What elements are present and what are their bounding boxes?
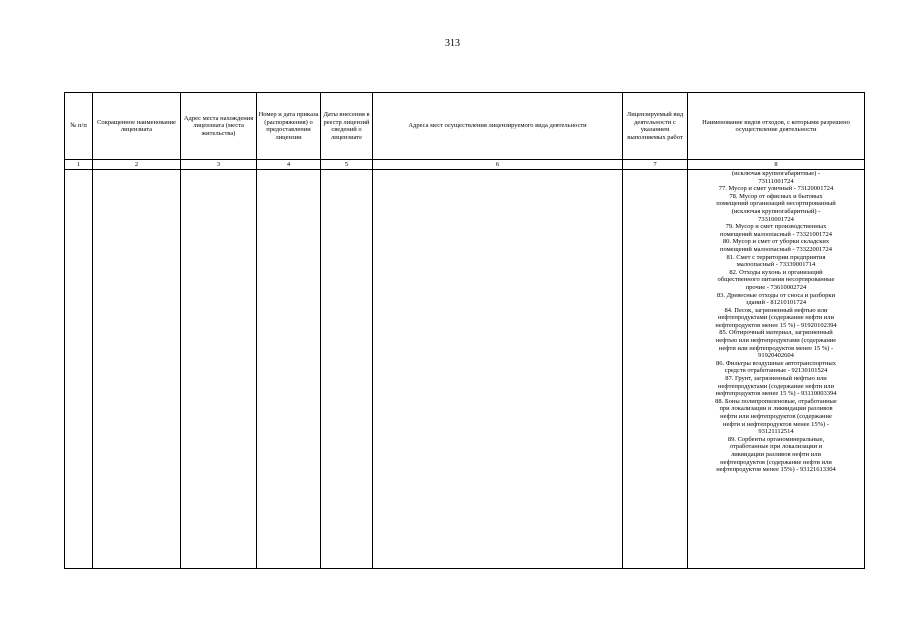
waste-type-line: 78. Мусор от офисных и бытовых <box>729 192 823 200</box>
waste-type-line: 82. Отходы кухонь и организаций <box>729 268 823 276</box>
waste-type-line: средств отработанные - 92130101524 <box>724 367 828 375</box>
license-register-table <box>64 92 865 569</box>
waste-type-line: 89. Сорбенты органоминеральные, <box>727 435 825 443</box>
waste-type-line: 83. Древесные отходы от сноса и разборки <box>716 291 836 299</box>
waste-types-list <box>688 170 864 474</box>
column-number: 6 <box>373 160 623 170</box>
header-licensee-name: Сокращенное наименование лицензиата <box>93 93 181 160</box>
waste-type-line: отработанные при локализации и <box>729 443 823 451</box>
waste-type-line: нефтепродуктами (содержание нефти или <box>717 314 835 322</box>
waste-type-line: нефтепродуктов менее 15%) - 93121613304 <box>716 466 836 474</box>
waste-type-line: нефти и нефтепродуктов менее 15%) - <box>723 420 829 428</box>
cell-activity-addresses <box>373 170 623 569</box>
waste-type-line: 84. Песок, загрязненный нефтью или <box>724 306 828 314</box>
waste-type-line: (исключая крупногабаритный) - <box>731 207 821 215</box>
header-order-number-date: Номер и дата приказа (распоряжения) о предоставлении лицензии <box>257 93 321 160</box>
waste-type-line: 79. Мусор и смет производственных <box>725 223 827 231</box>
waste-type-line: общественного питания несортированные <box>717 276 835 284</box>
waste-type-line: ликвидации разливов нефти или <box>731 450 821 458</box>
waste-type-line: нефти или нефтепродуктов (содержание <box>720 413 832 420</box>
waste-type-line: при локализации и ликвидации разливов <box>719 405 833 413</box>
header-waste-types: Наименование видов отходов, с которыми разрешено осуществление деятельности <box>688 93 865 160</box>
waste-type-line: 93121112514 <box>758 428 794 436</box>
column-number: 3 <box>181 160 257 170</box>
waste-type-line: прочие - 73610002724 <box>745 283 807 291</box>
waste-type-line: помещений малоопасный - 73321001724 <box>719 230 833 238</box>
cell-licensee-name <box>93 170 181 569</box>
waste-type-line: нефти или нефтепродуктов менее 15 %) - <box>718 344 834 352</box>
waste-type-line: малоопасный - 73339001714 <box>736 261 816 269</box>
column-number: 4 <box>257 160 321 170</box>
cell-waste-types <box>688 170 865 569</box>
waste-type-line: 85. Обтирочный материал, загрязненный <box>719 329 833 337</box>
column-number: 2 <box>93 160 181 170</box>
waste-type-line: 87. Грунт, загрязненный нефтью или <box>725 375 827 383</box>
column-number: 5 <box>321 160 373 170</box>
header-activity-addresses: Адреса мест осуществления лицензируемого вида деятельности <box>373 93 623 160</box>
column-number: 8 <box>688 160 865 170</box>
waste-type-line: 77. Мусор и смет уличный - 73120001724 <box>718 185 834 193</box>
waste-type-line: 73310001724 <box>758 215 794 223</box>
column-number: 1 <box>65 160 93 170</box>
waste-type-line: помещений организаций несортированный <box>716 200 836 208</box>
waste-type-line: 81. Смет с территории предприятия <box>726 253 826 261</box>
waste-type-line: нефтепродуктов менее 15 %) - 93110003394 <box>715 390 837 398</box>
waste-type-line: (исключая крупногабаритные) - <box>731 170 821 177</box>
waste-type-line: помещений малоопасный - 73322001724 <box>719 245 833 253</box>
header-licensee-address: Адрес места нахождения лицензиата (места жительства) <box>181 93 257 160</box>
waste-type-line: нефтепродуктов (содержание нефти или <box>720 458 832 466</box>
cell-order <box>257 170 321 569</box>
waste-type-line: зданий - 81210101724 <box>745 299 807 307</box>
waste-type-line: нефтепродуктами (содержание нефти или <box>717 382 835 390</box>
column-number: 7 <box>623 160 688 170</box>
waste-type-line: нефтью или нефтепродуктами (содержание <box>715 337 837 345</box>
cell-registry-dates <box>321 170 373 569</box>
header-registry-dates: Даты внесения в реестр лицензий сведений о лицензиате <box>321 93 373 160</box>
cell-number <box>65 170 93 569</box>
header-row <box>65 93 865 160</box>
page-number: 313 <box>445 38 460 49</box>
waste-type-line: 88. Боны полипропиленовые, отработанные <box>715 397 837 405</box>
waste-type-line: 91920402604 <box>758 352 794 360</box>
column-number-row <box>65 160 865 170</box>
waste-type-line: 86. Фильтры воздушные автотранспортных <box>715 359 837 367</box>
waste-type-line: 80. Мусор и смет от уборки складских <box>722 238 830 246</box>
cell-licensee-address <box>181 170 257 569</box>
waste-type-line: нефтепродуктов менее 15 %) - 91920102394 <box>715 321 837 329</box>
header-licensed-activity: Лицензируемый вид деятельности с указанием выполняемых работ <box>623 93 688 160</box>
cell-licensed-activity <box>623 170 688 569</box>
waste-type-line: 73111001724 <box>758 177 794 185</box>
header-number: № п/п <box>65 93 93 160</box>
table-row <box>65 170 865 569</box>
